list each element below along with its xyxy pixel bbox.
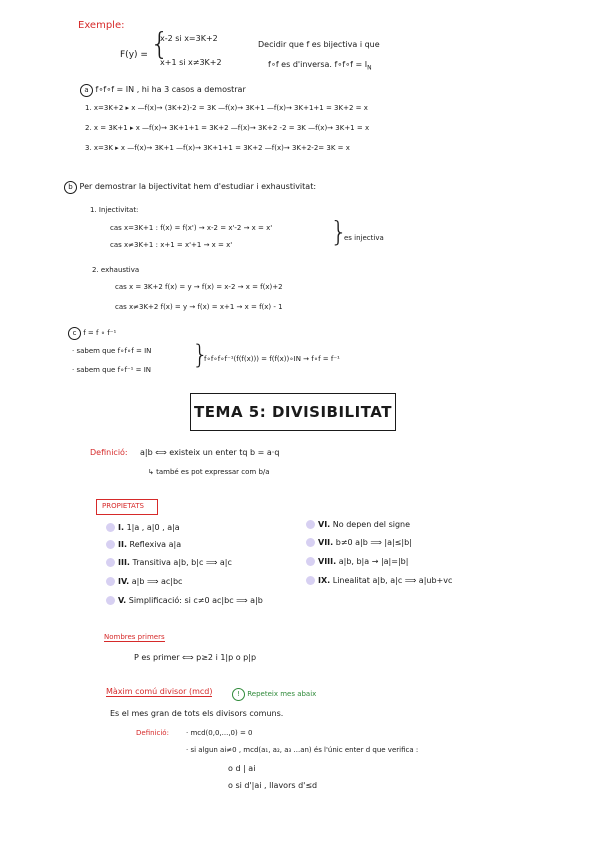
example-title: Exemple: bbox=[78, 20, 125, 31]
propietat-1: I. 1|a , a|0 , a|a bbox=[106, 523, 180, 532]
part-a-line-2: 2. x = 3K+1 ▸ x —f(x)→ 3K+1+1 = 3K+2 —f(x)→ 3K+2 -2 = 3K —f(x)→ 3K+1 = x bbox=[85, 124, 370, 132]
propietat-6: VI. No depen del signe bbox=[306, 520, 410, 529]
mcd-note: ! Repeteix mes abaix bbox=[232, 688, 316, 701]
injectivity-brace: } bbox=[330, 215, 348, 248]
propietat-2: II. Reflexiva a|a bbox=[106, 540, 181, 549]
function-lhs: F(y) = bbox=[120, 50, 148, 60]
propietat-3: III. Transitiva a|b, b|c ⟹ a|c bbox=[106, 558, 232, 567]
part-a-line-1: 1. x=3K+2 ▸ x —f(x)→ (3K+2)-2 = 3K —f(x)→ 3K+1 —f(x)→ 3K+1+1 = 3K+2 = x bbox=[85, 104, 368, 112]
part-c-intro: c f = f ∘ f⁻¹ bbox=[68, 327, 116, 340]
propietats-title: PROPIETATS bbox=[102, 502, 144, 510]
part-c-conclusion: f∘f∘f∘f⁻¹(f(f(x))) = f(f(x))∘IN → f∘f = f⁻¹ bbox=[204, 355, 340, 363]
example-goal-2: f∘f es d'inversa. f∘f∘f = $I_N$ bbox=[268, 60, 372, 72]
definicio-text: a|b ⟺ existeix un enter tq b = a·q bbox=[140, 448, 280, 457]
propietat-9: IX. Linealitat a|b, a|c ⟹ a|ub+vc bbox=[306, 576, 452, 585]
mcd-def-label: Definició: bbox=[136, 729, 169, 737]
primers-title: Nombres primers bbox=[104, 633, 165, 641]
case-brace: { bbox=[150, 27, 170, 62]
exhaustivity-case-2: cas x≠3K+2 f(x) = y → f(x) = x+1 → x = f(x) - 1 bbox=[115, 303, 283, 311]
tema-title: TEMA 5: DIVISIBILITAT bbox=[194, 403, 392, 421]
example-goal-1: Decidir que f es bijectiva i que bbox=[258, 40, 380, 49]
function-case-2: x+1 si x≠3K+2 bbox=[160, 58, 222, 67]
part-c-brace: } bbox=[192, 340, 209, 370]
part-a-intro: a f∘f∘f = IN , hi ha 3 casos a demostrar bbox=[80, 84, 246, 97]
injectivity-case-1: cas x=3K+1 : f(x) = f(x') → x-2 = x'-2 → x = x' bbox=[110, 224, 273, 232]
propietat-5: V. Simplificació: si c≠0 ac|bc ⟹ a|b bbox=[106, 596, 263, 605]
part-a-line-3: 3. x=3K ▸ x —f(x)→ 3K+1 —f(x)→ 3K+1+1 = 3K+2 —f(x)→ 3K+2-2= 3K = x bbox=[85, 144, 350, 152]
propietat-8: VIII. a|b, b|a → |a|=|b| bbox=[306, 557, 408, 566]
mcd-text: Es el mes gran de tots els divisors comuns. bbox=[110, 709, 284, 718]
exhaustivity-case-1: cas x = 3K+2 f(x) = y → f(x) = x-2 → x = f(x)+2 bbox=[115, 283, 283, 291]
propietat-4: IV. a|b ⟹ ac|bc bbox=[106, 577, 182, 586]
part-c-line-1: · sabem que f∘f∘f = IN bbox=[72, 347, 152, 355]
mcd-title: Màxim comú divisor (mcd) bbox=[106, 687, 213, 696]
exhaustivity-title: 2. exhaustiva bbox=[92, 266, 140, 274]
primers-text: P es primer ⟺ p≥2 i 1|p o p|p bbox=[134, 653, 257, 662]
mcd-bullet-2: o si d'|ai , llavors d'≤d bbox=[228, 781, 318, 790]
mcd-def-1: · mcd(0,0,...,0) = 0 bbox=[186, 729, 253, 737]
mcd-bullet-1: o d | ai bbox=[228, 764, 256, 773]
injectivity-title: 1. Injectivitat: bbox=[90, 206, 139, 214]
part-b-intro: b Per demostrar la bijectivitat hem d'estudiar i exhaustivitat: bbox=[64, 181, 316, 194]
definicio-note: ↳ també es pot expressar com b/a bbox=[148, 468, 270, 476]
part-c-line-2: · sabem que f∘f⁻¹ = IN bbox=[72, 366, 152, 374]
propietat-7: VII. b≠0 a|b ⟹ |a|≤|b| bbox=[306, 538, 412, 547]
definicio-label: Definició: bbox=[90, 448, 128, 457]
injectivity-case-2: cas x≠3K+1 : x+1 = x'+1 → x = x' bbox=[110, 241, 233, 249]
function-case-1: x-2 si x=3K+2 bbox=[160, 34, 218, 43]
injectivity-note: es injectiva bbox=[344, 234, 384, 242]
mcd-def-2: · si algun ai≠0 , mcd(a₁, a₂, a₃ ...an) és l'únic enter d que verifica : bbox=[186, 746, 419, 754]
